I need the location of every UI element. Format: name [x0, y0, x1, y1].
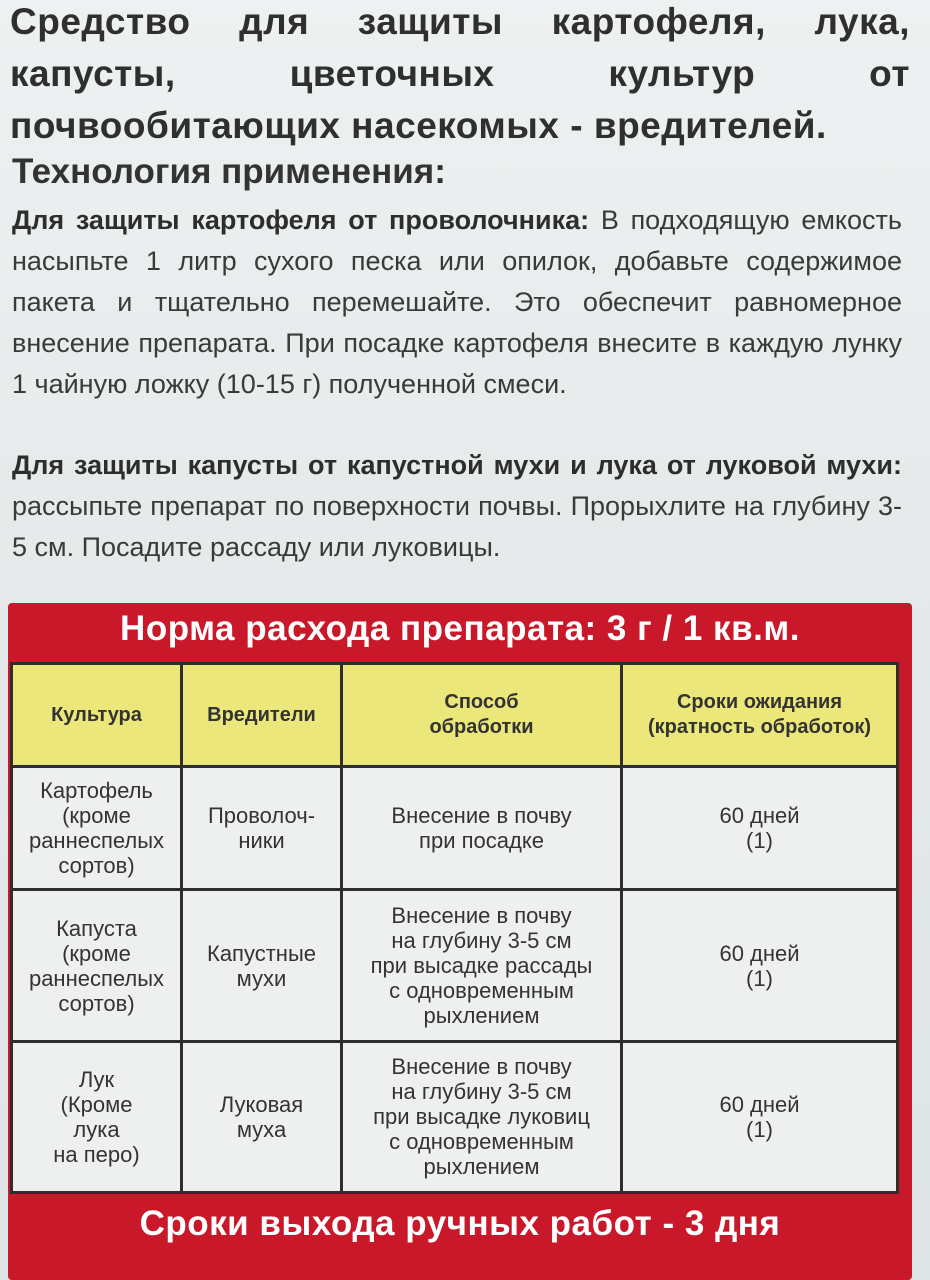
cell-pests: Луковая муха — [182, 1041, 342, 1192]
application-table — [10, 662, 899, 1194]
table-header-row — [12, 664, 898, 767]
cell-method: Внесение в почву на глубину 3-5 см при высадке луковиц с одновременным рыхлением — [342, 1041, 622, 1192]
manual-work-period: Сроки выхода ручных работ - 3 дня — [139, 1204, 781, 1243]
cell-culture: Картофель (кроме раннеспелых сортов) — [12, 767, 182, 890]
cell-waiting-period: 60 дней (1) — [622, 1041, 898, 1192]
instruction-potato-text: В подходящую емкость насыпьте 1 литр сухого песка или опилок, добавьте содержимое пакета и тщательно перемешайте. Это обеспечит равномерное внесение препарата. При посадке картофеля внесите в каждую лунку 1 чайную ложку (10-15 г) полученной смеси. — [12, 205, 902, 399]
product-description: Средство для защиты картофеля, лука, капусты, цветочных культур от почвообитающих насекомых - вредителей. — [10, 1, 910, 146]
cell-culture: Капуста (кроме раннеспелых сортов) — [12, 890, 182, 1041]
table-row — [12, 890, 898, 1041]
table-row — [12, 767, 898, 890]
cell-culture: Лук (Кроме лука на перо) — [12, 1041, 182, 1192]
instruction-potato-heading: Для защиты картофеля от проволочника: — [12, 205, 590, 235]
cell-method: Внесение в почву при посадке — [342, 767, 622, 890]
cell-method: Внесение в почву на глубину 3-5 см при высадке рассады с одновременным рыхлением — [342, 890, 622, 1041]
cell-waiting-period: 60 дней (1) — [622, 767, 898, 890]
technology-title: Технология применения: — [12, 152, 446, 191]
instruction-cabbage-onion-text: рассыпьте препарат по поверхности почвы. Прорыхлите на глубину 3-5 см. Посадите рассаду или луковицы. — [12, 491, 902, 562]
instruction-potato — [12, 200, 902, 405]
cell-waiting-period: 60 дней (1) — [622, 890, 898, 1041]
header-method: Способ обработки — [342, 664, 622, 767]
cell-pests: Капустные мухи — [182, 890, 342, 1041]
header-waiting-period: Сроки ожидания (кратность обработок) — [622, 664, 898, 767]
consumption-rate-title: Норма расхода препарата: 3 г / 1 кв.м. — [120, 609, 800, 648]
table-row — [12, 1041, 898, 1192]
header-culture: Культура — [12, 664, 182, 767]
instruction-cabbage-onion — [12, 445, 902, 568]
header-pests: Вредители — [182, 664, 342, 767]
cell-pests: Проволоч- ники — [182, 767, 342, 890]
instruction-cabbage-onion-heading: Для защиты капусты от капустной мухи и лука от луковой мухи: — [12, 450, 902, 480]
